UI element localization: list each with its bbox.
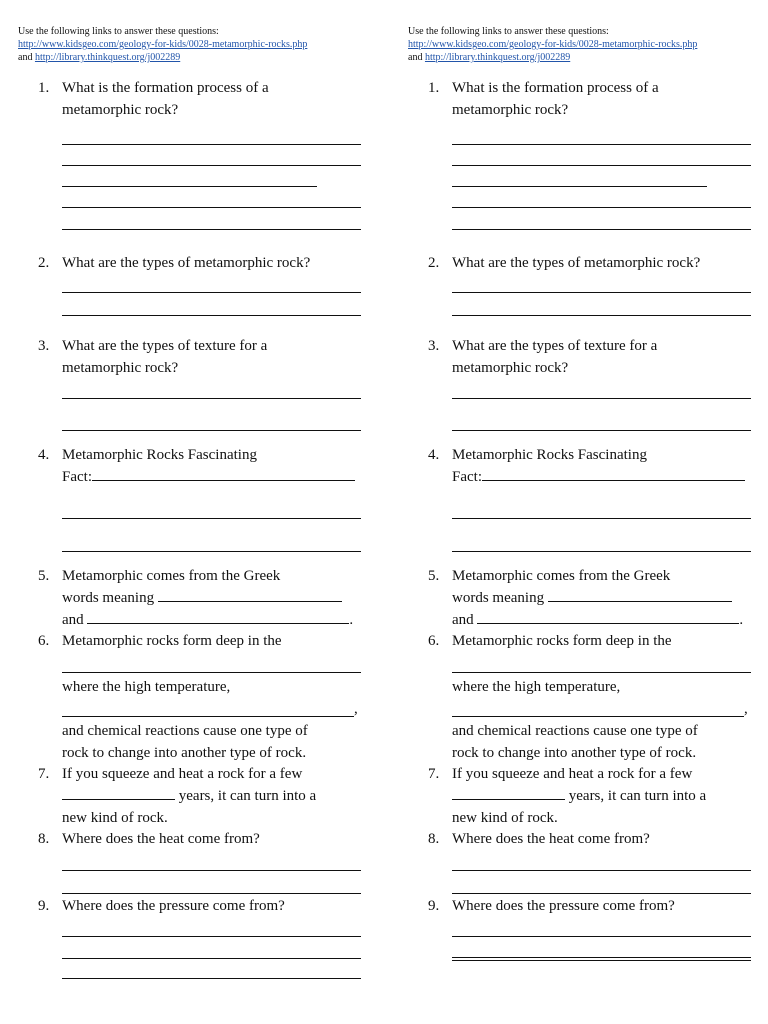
question-text-cont: where the high temperature, [452,679,621,695]
question-text: Where does the pressure come from? [452,898,675,914]
comma: , [744,701,748,717]
answer-blank[interactable] [158,587,342,602]
question-number: 4. [428,447,440,463]
fact-label: Fact: [62,469,92,485]
period: . [349,612,354,628]
comma: , [354,701,358,717]
question-text: If you squeeze and heat a rock for a few [62,766,303,782]
answer-line[interactable] [62,398,361,399]
and-label: and [452,612,474,628]
question-text: If you squeeze and heat a rock for a few [452,766,693,782]
question-text-cont: where the high temperature, [62,679,231,695]
answer-line[interactable] [62,518,361,519]
and-label: and [62,612,84,628]
question-text-cont: and chemical reactions cause one type of [452,723,698,739]
question-number: 4. [38,447,50,463]
question-number: 5. [38,568,50,584]
answer-line[interactable] [62,315,361,316]
answer-line[interactable] [452,186,707,187]
answer-line[interactable] [452,144,751,145]
question-text: What is the formation process of a [62,80,269,96]
answer-line[interactable] [62,936,361,937]
question-number: 2. [428,255,440,271]
question-number: 8. [428,831,440,847]
question-text-cont [62,609,353,631]
answer-blank[interactable] [452,785,565,800]
question-text-cont: metamorphic rock? [62,360,179,376]
question-number: 1. [38,80,50,96]
question-number: 6. [38,633,50,649]
intro-and: and [18,52,33,63]
answer-line[interactable] [452,292,751,293]
fact-label: Fact: [452,469,482,485]
answer-line[interactable] [62,186,317,187]
answer-line[interactable] [62,958,361,959]
question-text: Where does the heat come from? [62,831,260,847]
worksheet-right [390,0,765,1024]
years-label: years, it can turn into a [568,788,707,804]
answer-line[interactable] [452,398,751,399]
answer-line[interactable] [452,551,751,552]
question-text-cont [62,587,342,609]
intro-and: and [408,52,423,63]
question-text: Metamorphic Rocks Fascinating [62,447,257,463]
answer-line[interactable] [452,430,751,431]
question-number: 7. [38,766,50,782]
answer-line[interactable] [452,165,751,166]
worksheet-left [0,0,375,1024]
answer-line[interactable] [452,518,751,519]
question-text-cont: metamorphic rock? [62,102,179,118]
question-text: What are the types of texture for a [452,338,658,354]
answer-line[interactable] [62,716,354,717]
question-text: Metamorphic rocks form deep in the [452,633,672,649]
answer-line[interactable] [452,957,751,958]
answer-blank[interactable] [62,785,175,800]
question-number: 9. [38,898,50,914]
question-text: Where does the heat come from? [452,831,650,847]
question-number: 9. [428,898,440,914]
intro-block [18,25,307,64]
question-number: 3. [428,338,440,354]
answer-line[interactable] [62,672,361,673]
answer-line[interactable] [62,893,361,894]
question-number: 5. [428,568,440,584]
answer-line[interactable] [62,430,361,431]
question-text: What are the types of metamorphic rock? [452,255,701,271]
answer-line[interactable] [62,207,361,208]
question-number: 3. [38,338,50,354]
question-number: 7. [428,766,440,782]
answer-line[interactable] [62,229,361,230]
question-number: 1. [428,80,440,96]
question-text: What are the types of metamorphic rock? [62,255,311,271]
answer-blank[interactable] [92,466,355,481]
answer-line[interactable] [452,207,751,208]
question-text-cont: new kind of rock. [452,810,558,826]
answer-line[interactable] [452,936,751,937]
question-text-cont [452,785,706,807]
question-text-cont [452,466,745,488]
kidsgeo-link[interactable]: http://www.kidsgeo.com/geology-for-kids/0028-metamorphic-rocks.php [18,39,308,50]
question-text-cont: new kind of rock. [62,810,168,826]
answer-line[interactable] [62,165,361,166]
answer-blank[interactable] [87,609,349,624]
answer-line[interactable] [62,551,361,552]
answer-line[interactable] [62,144,361,145]
question-text-cont [452,609,743,631]
question-text-cont: metamorphic rock? [452,102,569,118]
intro-text: Use the following links to answer these questions: [408,26,609,37]
question-number: 8. [38,831,50,847]
question-text-cont: rock to change into another type of rock. [452,745,697,761]
question-text: What is the formation process of a [452,80,659,96]
answer-line[interactable] [62,870,361,871]
kidsgeo-link[interactable]: http://www.kidsgeo.com/geology-for-kids/0028-metamorphic-rocks.php [408,39,698,50]
intro-block [408,25,697,64]
answer-line[interactable] [452,716,744,717]
years-label: years, it can turn into a [178,788,317,804]
question-text: What are the types of texture for a [62,338,268,354]
question-text: Metamorphic comes from the Greek [452,568,671,584]
answer-blank[interactable] [482,466,745,481]
answer-line[interactable] [62,292,361,293]
question-text: Metamorphic comes from the Greek [62,568,281,584]
answer-line[interactable] [452,960,751,961]
answer-blank[interactable] [548,587,732,602]
answer-line[interactable] [452,672,751,673]
answer-line[interactable] [452,229,751,230]
answer-line[interactable] [452,315,751,316]
question-number: 6. [428,633,440,649]
answer-line[interactable] [452,893,751,894]
answer-line[interactable] [452,870,751,871]
answer-blank[interactable] [477,609,739,624]
intro-text: Use the following links to answer these questions: [18,26,219,37]
period: . [739,612,744,628]
answer-line[interactable] [62,978,361,979]
question-text-cont [62,785,316,807]
question-text-cont: rock to change into another type of rock. [62,745,307,761]
question-text-cont [62,466,355,488]
thinkquest-link[interactable]: http://library.thinkquest.org/j002289 [34,52,181,63]
question-text-cont: metamorphic rock? [452,360,569,376]
thinkquest-link[interactable]: http://library.thinkquest.org/j002289 [424,52,571,63]
words-meaning-label: words meaning [62,590,155,606]
question-text-cont: and chemical reactions cause one type of [62,723,308,739]
question-text: Metamorphic rocks form deep in the [62,633,282,649]
question-text-cont [452,587,732,609]
question-text: Metamorphic Rocks Fascinating [452,447,647,463]
words-meaning-label: words meaning [452,590,545,606]
question-number: 2. [38,255,50,271]
question-text: Where does the pressure come from? [62,898,285,914]
